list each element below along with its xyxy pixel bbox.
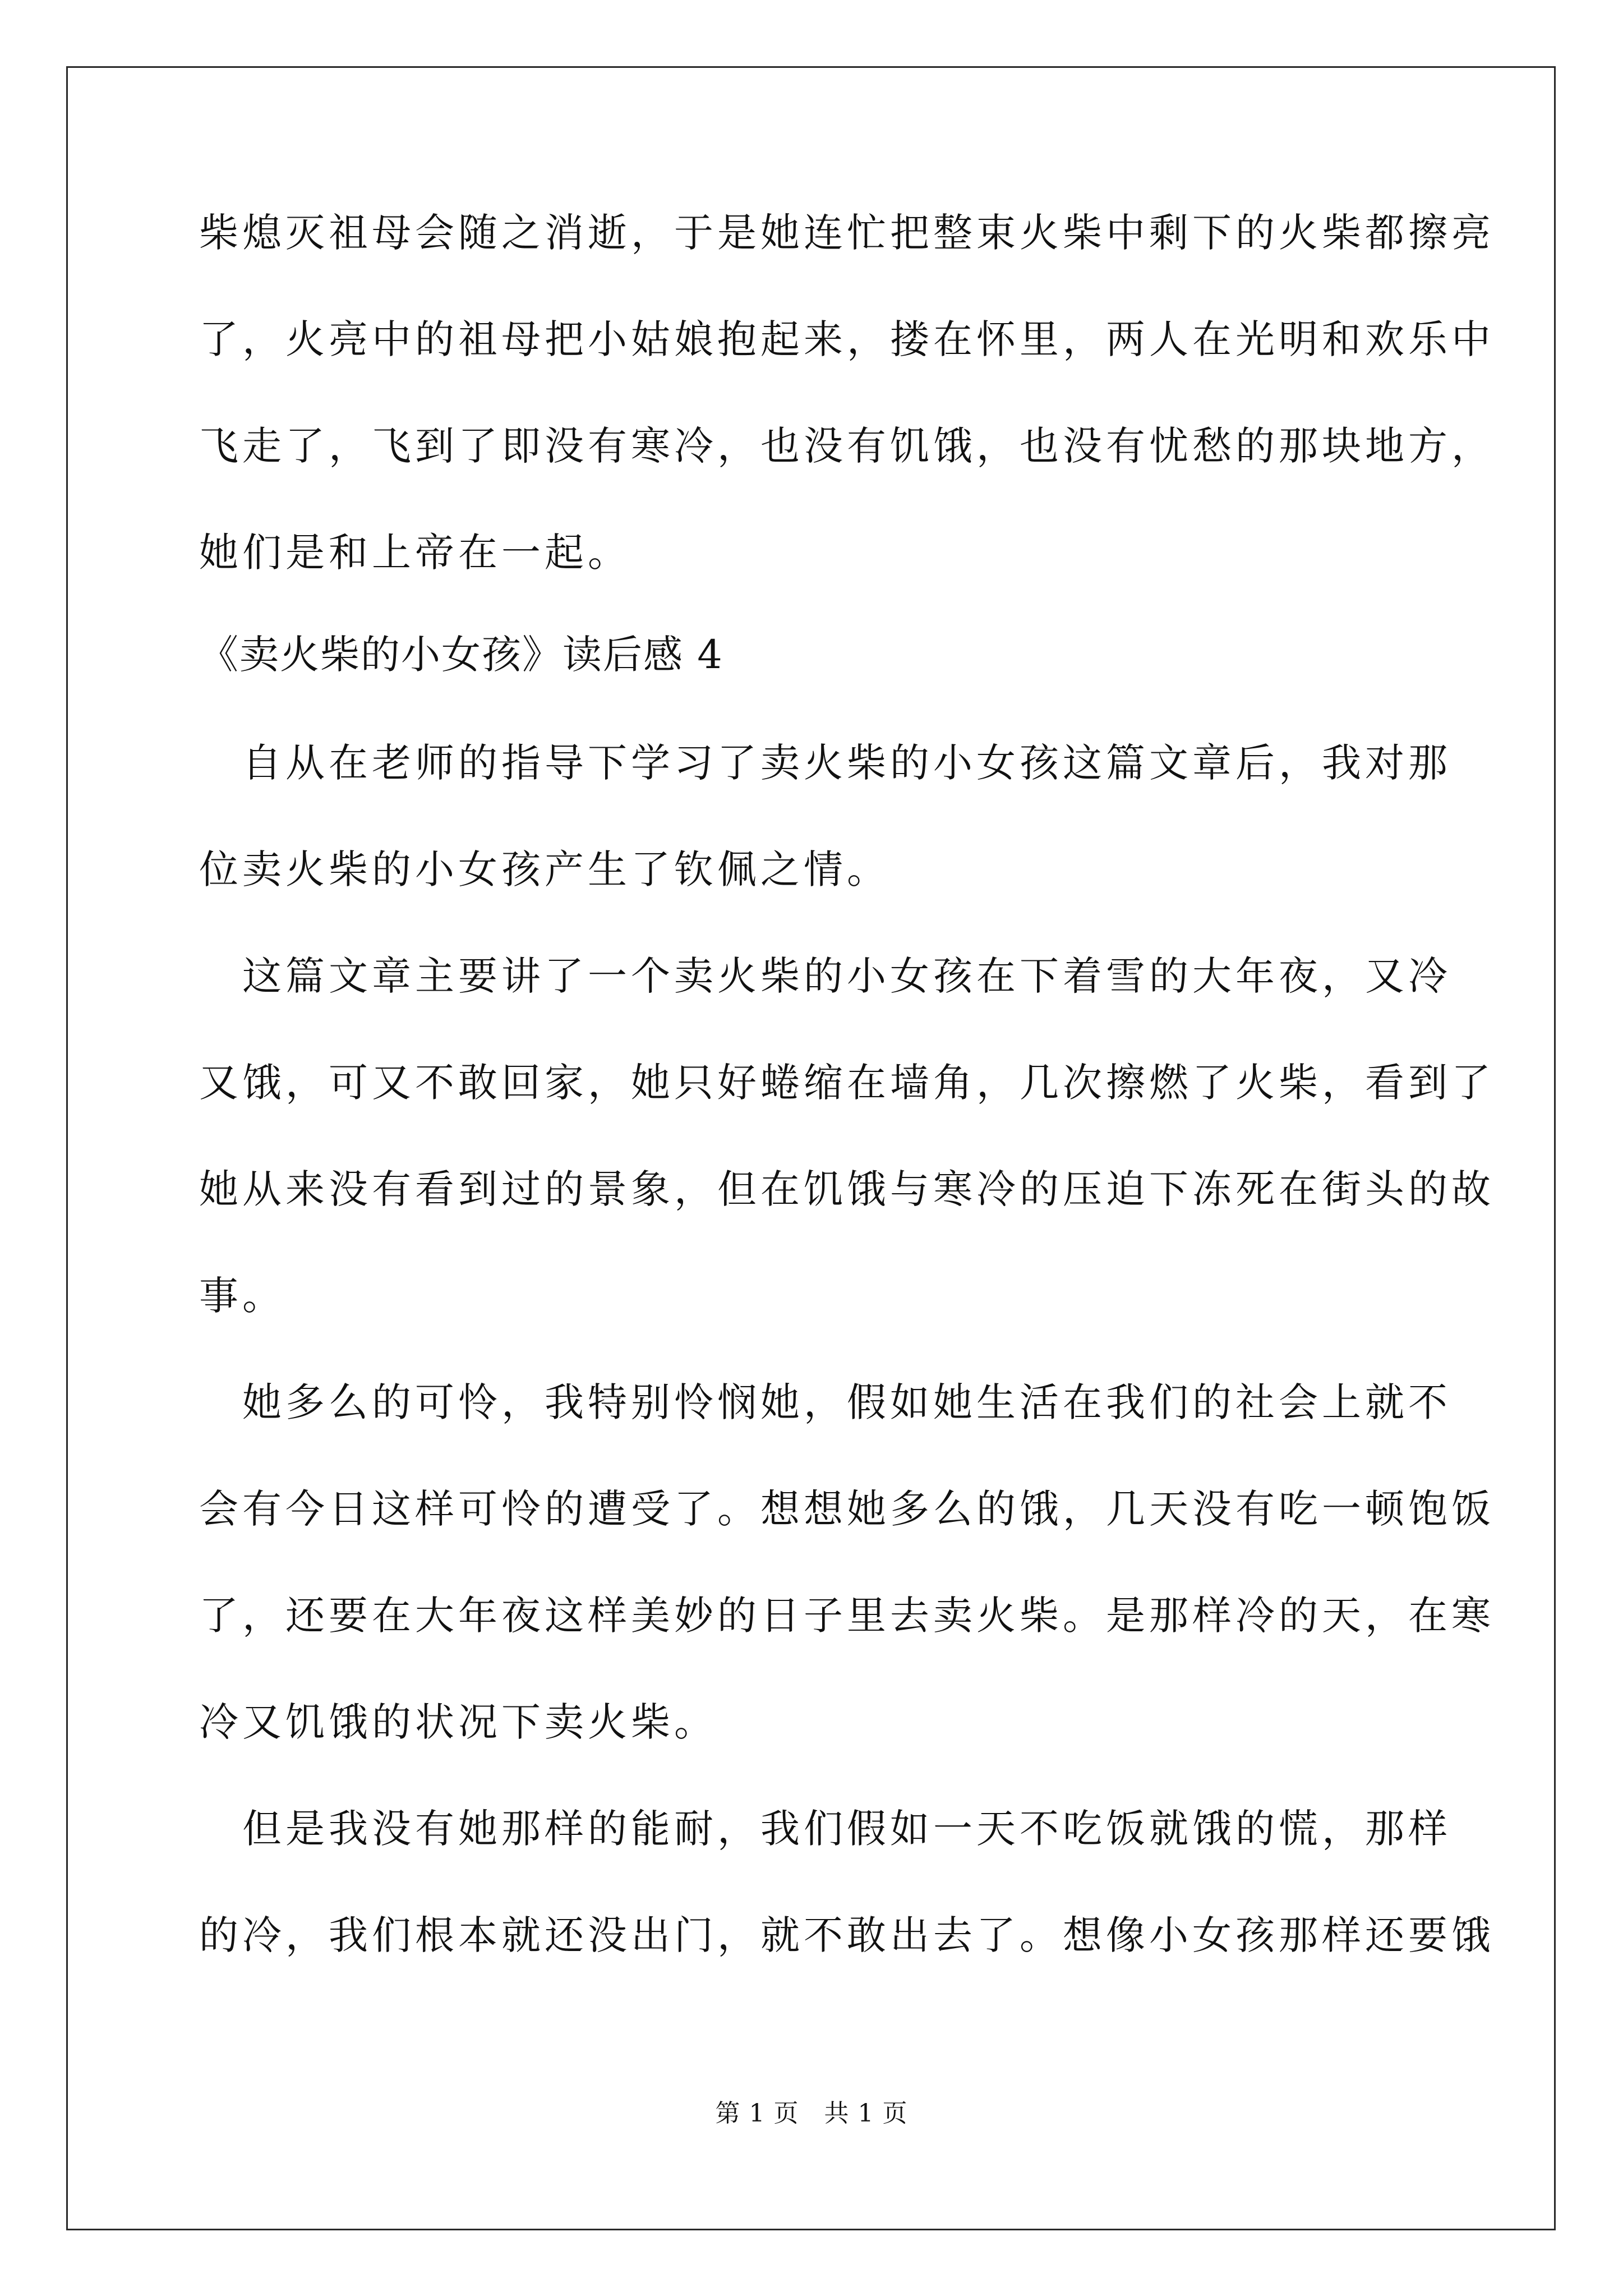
text-line: 自从在老师的指导下学习了卖火柴的小女孩这篇文章后，我对那 [199,740,1451,786]
text-line: 柴熄灭祖母会随之消逝，于是她连忙把整束火柴中剩下的火柴都擦亮 [199,210,1495,256]
section-heading: 《卖火柴的小女孩》读后感 4 [199,632,723,678]
page-number: 第 1 页 共 1 页 [715,2099,908,2128]
text-line: 飞走了，飞到了即没有寒冷，也没有饥饿，也没有忧愁的那块地方， [199,423,1495,469]
text-line: 这篇文章主要讲了一个卖火柴的小女孩在下着雪的大年夜，又冷 [199,953,1451,999]
page-border [66,66,1556,2230]
text-line: 的冷，我们根本就还没出门，就不敢出去了。想像小女孩那样还要饿 [199,1912,1495,1958]
text-line: 她多么的可怜，我特别怜悯她，假如她生活在我们的社会上就不 [199,1379,1451,1425]
text-line: 她们是和上帝在一起。 [199,530,631,576]
text-line: 了，火亮中的祖母把小姑娘抱起来，搂在怀里，两人在光明和欢乐中 [199,316,1495,362]
text-line: 会有今日这样可怜的遭受了。想想她多么的饿，几天没有吃一顿饱饭 [199,1486,1495,1532]
text-line: 但是我没有她那样的能耐，我们假如一天不吃饭就饿的慌，那样 [199,1806,1451,1852]
text-line: 她从来没有看到过的景象，但在饥饿与寒冷的压迫下冻死在街头的故 [199,1166,1495,1212]
text-line: 又饿，可又不敢回家，她只好蜷缩在墙角，几次擦燃了火柴，看到了 [199,1060,1495,1106]
text-line: 了，还要在大年夜这样美妙的日子里去卖火柴。是那样冷的天，在寒 [199,1593,1495,1639]
text-line: 位卖火柴的小女孩产生了钦佩之情。 [199,846,890,892]
text-line: 冷又饥饿的状况下卖火柴。 [199,1699,717,1745]
text-line: 事。 [199,1273,285,1319]
